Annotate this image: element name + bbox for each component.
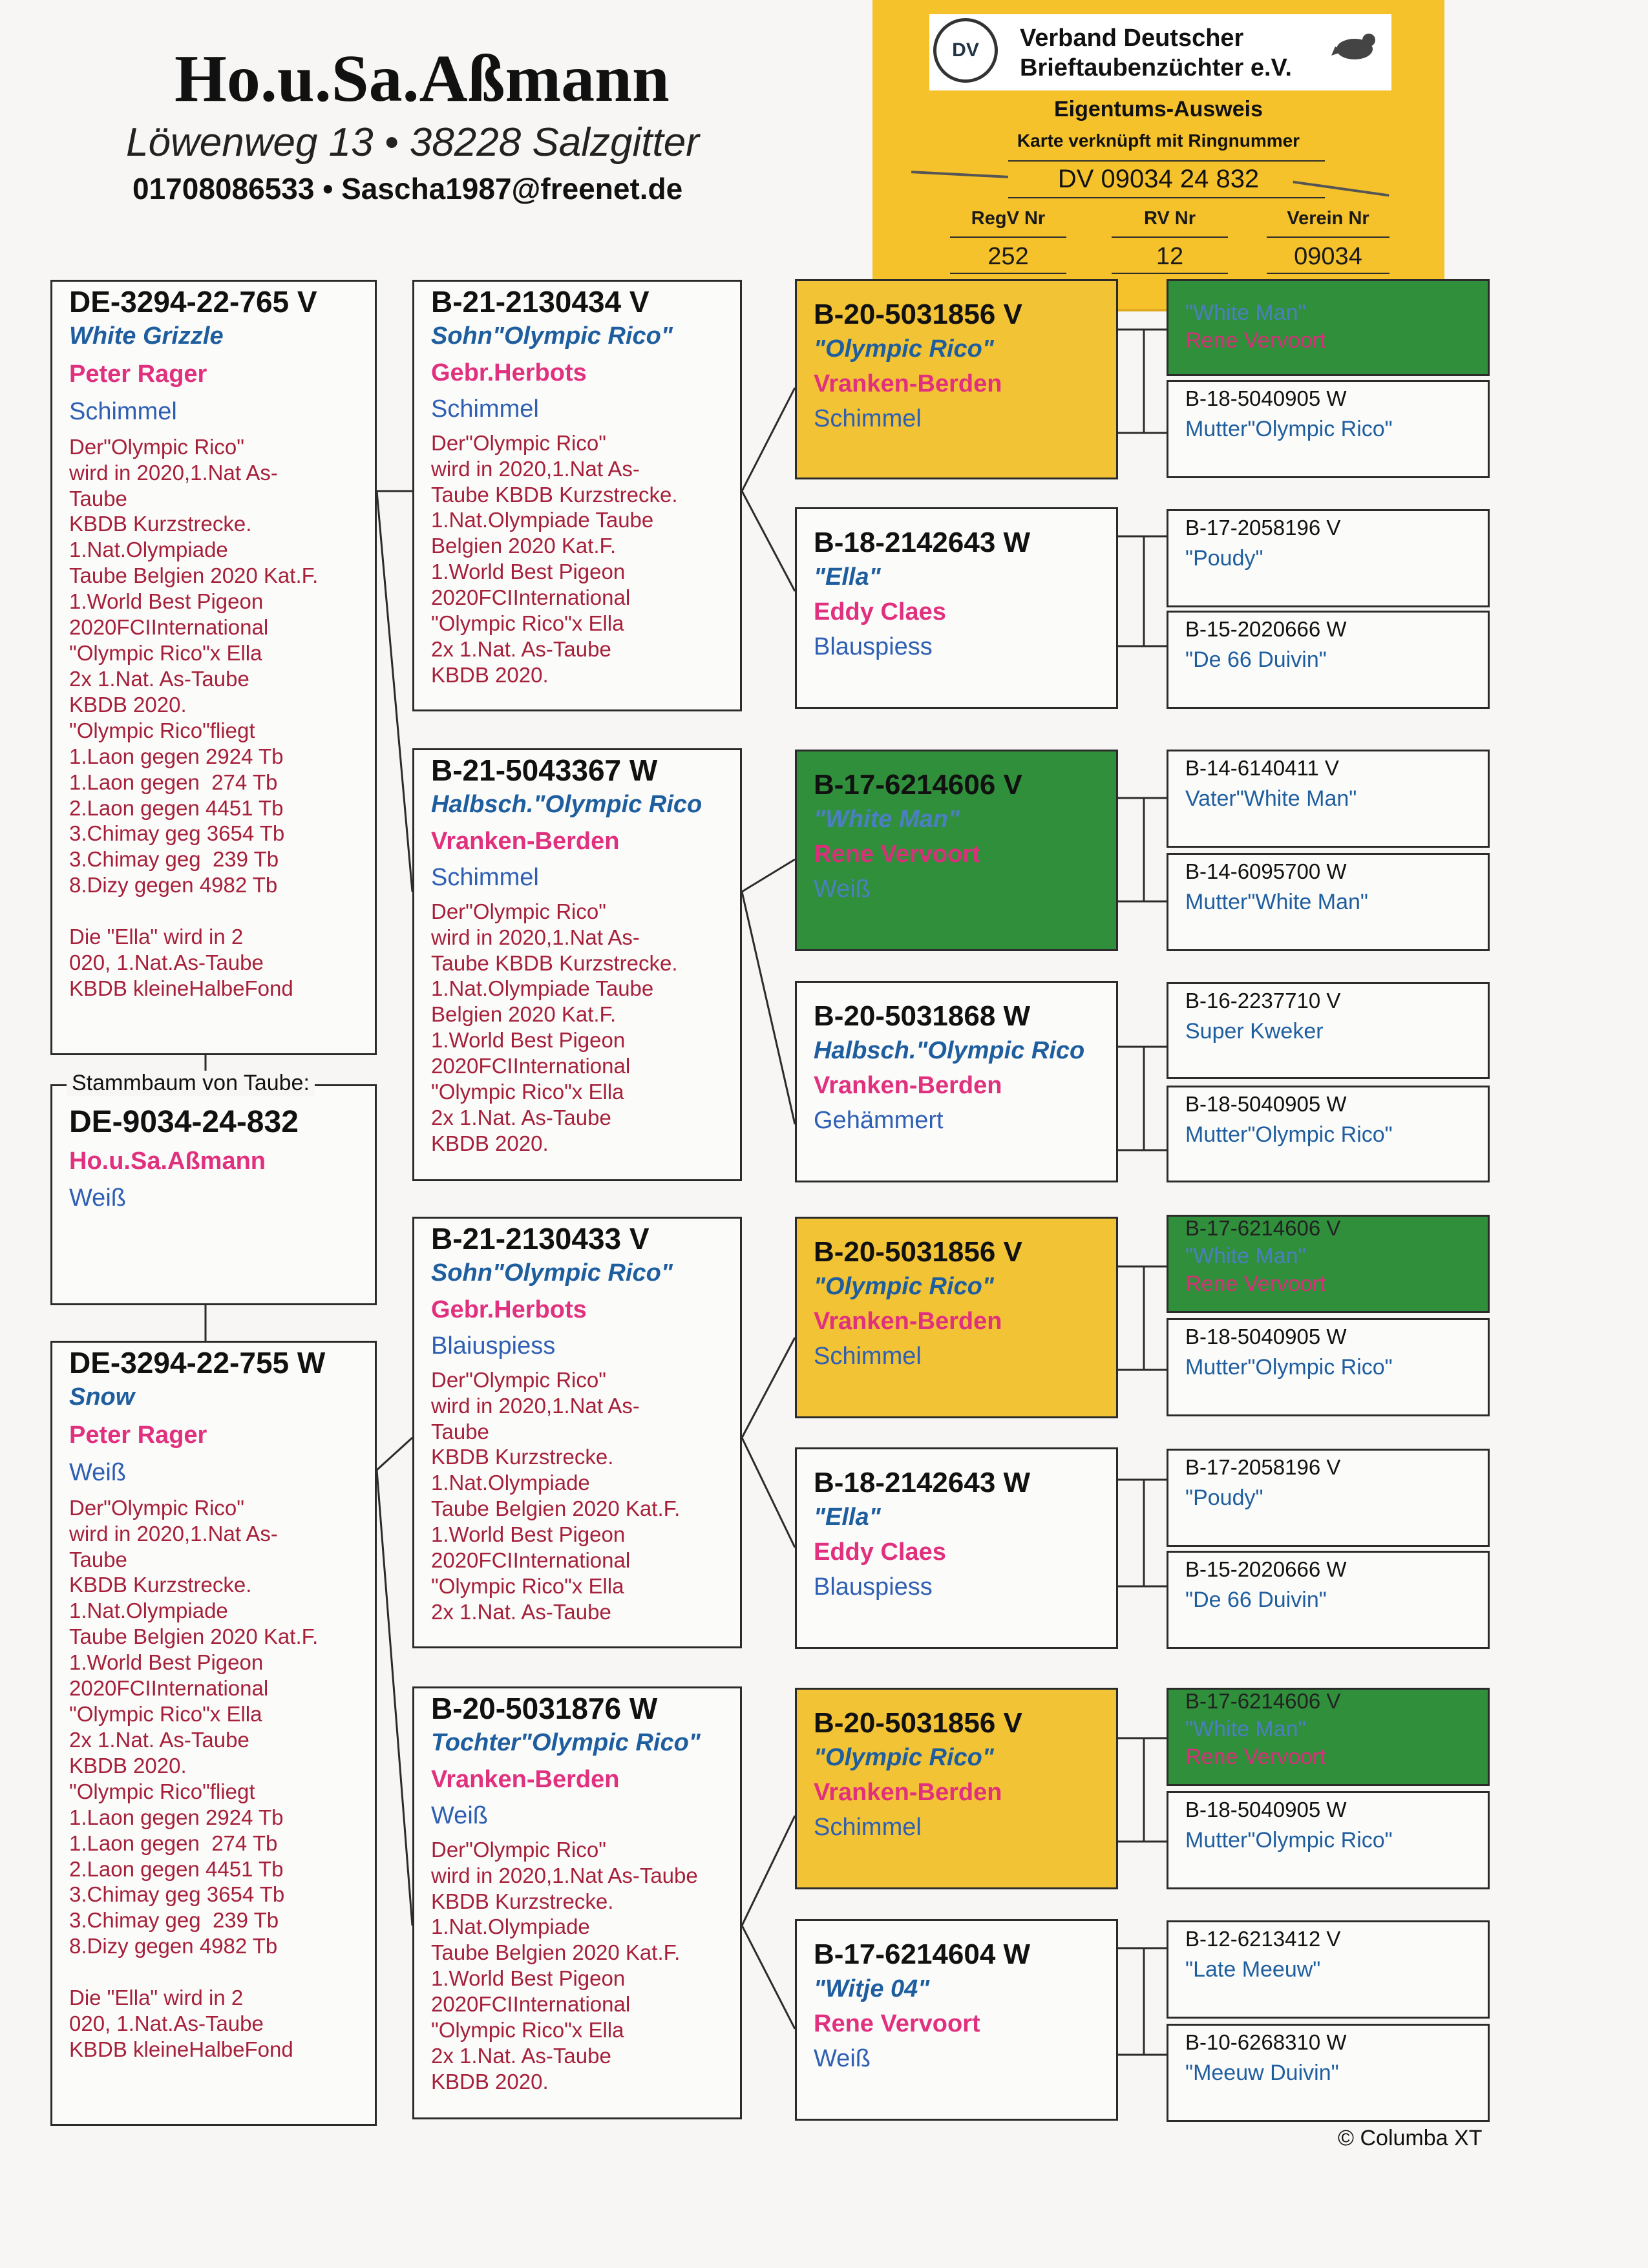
grandparent-name: Halbsch."Olympic Rico xyxy=(431,790,703,818)
gg-name: "De 66 Duivin" xyxy=(1185,1588,1327,1613)
great-grandparent-card xyxy=(795,981,1118,1182)
great-grandparent-card xyxy=(795,1217,1118,1418)
gg-card xyxy=(1167,1318,1490,1416)
gg-ring: B-16-2237710 V xyxy=(1185,989,1341,1013)
gg-card xyxy=(1167,1688,1490,1786)
great-color: Gehämmert xyxy=(814,1106,944,1134)
association-logo-icon: DV xyxy=(933,18,998,83)
sire-name: White Grizzle xyxy=(69,322,224,350)
owner-title: Ho.u.Sa.Aßmann xyxy=(174,41,670,116)
gg-name: "Late Meeuw" xyxy=(1185,1957,1321,1982)
card-title: Eigentums-Ausweis xyxy=(1053,97,1263,121)
gg-ring: B-10-6268310 W xyxy=(1185,2030,1347,2054)
sire-color: Schimmel xyxy=(69,397,177,425)
great-name: "Olympic Rico" xyxy=(814,335,994,363)
gg-ring: B-12-6213412 V xyxy=(1185,1927,1341,1951)
gg-name: Mutter"White Man" xyxy=(1185,890,1368,915)
org-name-line2: Brieftaubenzüchter e.V. xyxy=(1020,54,1292,81)
regv-value: 252 xyxy=(988,243,1029,270)
great-name: "Ella" xyxy=(814,563,881,591)
great-ring: B-18-2142643 W xyxy=(814,527,1031,558)
grandparent-name: Sohn"Olympic Rico" xyxy=(431,1259,673,1286)
great-breeder: Vranken-Berden xyxy=(814,1779,1002,1807)
gg-card xyxy=(1167,750,1490,848)
great-name: "Olympic Rico" xyxy=(814,1273,994,1301)
grandparent-color: Schimmel xyxy=(431,863,539,891)
gg-name: "White Man" xyxy=(1185,1717,1306,1742)
great-color: Blauspiess xyxy=(814,633,933,660)
subject-color: Weiß xyxy=(69,1184,126,1212)
gg-card xyxy=(1167,2024,1490,2122)
gg-card xyxy=(1167,380,1490,478)
owner-address: Löwenweg 13 • 38228 Salzgitter xyxy=(126,120,699,165)
gg-ring: B-15-2020666 W xyxy=(1185,617,1347,641)
grandparent-name: Tochter"Olympic Rico" xyxy=(431,1728,701,1756)
gg-breeder: Rene Vervoort xyxy=(1185,1272,1326,1297)
grandparent-info: Der"Olympic Rico" wird in 2020,1.Nat As- Taube KBDB Kurzstrecke. 1.Nat.Olympiade Taube Belgien 2020 Kat.F. 1.World Best Pigeon 2020FCIInternational "Olympic Rico"x Ella 2x 1.Nat. As-Taube KBDB 2020. xyxy=(431,430,678,687)
gg-name: "Meeuw Duivin" xyxy=(1185,2061,1339,2086)
grandparent-card xyxy=(412,748,742,1181)
subject-card xyxy=(50,1071,377,1305)
subject-breeder: Ho.u.Sa.Aßmann xyxy=(69,1147,266,1175)
sire-card xyxy=(50,280,377,1055)
gg-name: Mutter"Olympic Rico" xyxy=(1185,1828,1393,1853)
card-ring-number: DV 09034 24 832 xyxy=(1057,165,1260,193)
copyright: © Columba XT xyxy=(1338,2126,1483,2150)
gg-card xyxy=(1167,611,1490,709)
dam-card xyxy=(50,1341,377,2126)
great-breeder: Rene Vervoort xyxy=(814,2010,980,2038)
grandparent-name: Sohn"Olympic Rico" xyxy=(431,322,673,350)
great-color: Weiß xyxy=(814,2044,871,2072)
gg-name: "White Man" xyxy=(1185,1244,1306,1269)
gg-card xyxy=(1167,1449,1490,1547)
grandparent-breeder: Gebr.Herbots xyxy=(431,1296,587,1324)
grandparent-ring: B-20-5031876 W xyxy=(431,1692,658,1725)
gg-ring: B-18-5040905 W xyxy=(1185,1798,1347,1822)
great-name: "Witje 04" xyxy=(814,1975,930,2003)
great-grandparent-card xyxy=(795,507,1118,709)
grandparent-ring: B-21-2130434 V xyxy=(431,285,650,319)
gg-name: "Poudy" xyxy=(1185,1486,1263,1511)
gg-ring: B-17-2058196 V xyxy=(1185,516,1341,540)
rv-value: 12 xyxy=(1156,243,1184,270)
great-ring: B-18-2142643 W xyxy=(814,1467,1031,1498)
gg-ring: B-14-6140411 V xyxy=(1185,756,1339,780)
great-ring: B-20-5031856 V xyxy=(814,1707,1022,1739)
great-name: "Ella" xyxy=(814,1504,881,1531)
great-color: Schimmel xyxy=(814,1813,922,1841)
verein-value: 09034 xyxy=(1294,243,1362,270)
sire-info: Der"Olympic Rico" wird in 2020,1.Nat As- Taube KBDB Kurzstrecke. 1.Nat.Olympiade Taube Belgien 2020 Kat.F. 1.World Best Pigeon 2020FCIInternational "Olympic Rico"x Ella 2x 1.Nat. As-Taube KBDB 2020. "Olympic Rico"fliegt 1.Laon gegen 2924 Tb 1.Laon gegen 274 Tb 2.Laon gegen 4451 Tb 3.Chimay geg 3654 Tb 3.Chimay geg 239 Tb 8.Dizy gegen 4982 Tb Die "Ella" wird in 2 020, 1.Nat.As-Taube KBDB kleineHalbeFond xyxy=(69,434,319,1001)
great-color: Schimmel xyxy=(814,404,922,432)
great-color: Blauspiess xyxy=(814,1573,933,1601)
gg-card xyxy=(1167,509,1490,607)
dam-info: Der"Olympic Rico" wird in 2020,1.Nat As- Taube KBDB Kurzstrecke. 1.Nat.Olympiade Taube Belgien 2020 Kat.F. 1.World Best Pigeon 2020FCIInternational "Olympic Rico"x Ella 2x 1.Nat. As-Taube KBDB 2020. "Olympic Rico"fliegt 1.Laon gegen 2924 Tb 1.Laon gegen 274 Tb 2.Laon gegen 4451 Tb 3.Chimay geg 3654 Tb 3.Chimay geg 239 Tb 8.Dizy gegen 4982 Tb Die "Ella" wird in 2 020, 1.Nat.As-Taube KBDB kleineHalbeFond xyxy=(69,1495,319,2062)
gg-card xyxy=(1167,279,1490,376)
org-name-line1: Verband Deutscher xyxy=(1020,25,1244,52)
great-breeder: Eddy Claes xyxy=(814,1538,946,1566)
gg-name: Super Kweker xyxy=(1185,1019,1324,1044)
gg-ring: B-17-2058196 V xyxy=(1185,1455,1341,1479)
grandparent-breeder: Vranken-Berden xyxy=(431,1766,620,1794)
great-breeder: Vranken-Berden xyxy=(814,1072,1002,1100)
owner-contact: 01708086533 • Sascha1987@freenet.de xyxy=(132,172,683,205)
gg-breeder: Rene Vervoort xyxy=(1185,328,1326,353)
great-breeder: Vranken-Berden xyxy=(814,370,1002,398)
great-name: Halbsch."Olympic Rico xyxy=(814,1037,1085,1065)
great-ring: B-20-5031868 W xyxy=(814,1000,1031,1032)
gg-name: Mutter"Olympic Rico" xyxy=(1185,417,1393,442)
great-ring: B-17-6214604 W xyxy=(814,1938,1031,1970)
great-grandparent-card xyxy=(795,750,1118,951)
great-ring: B-20-5031856 V xyxy=(814,1236,1022,1268)
gg-name: "White Man" xyxy=(1185,300,1306,325)
dam-name: Snow xyxy=(69,1383,135,1411)
grandparent-color: Schimmel xyxy=(431,395,539,423)
gg-ring: B-18-5040905 W xyxy=(1185,1325,1347,1349)
rv-label: RV Nr xyxy=(1143,208,1196,229)
dam-ring: DE-3294-22-755 W xyxy=(69,1346,326,1380)
gg-card xyxy=(1167,1791,1490,1889)
gg-ring: B-15-2020666 W xyxy=(1185,1557,1347,1581)
gg-card xyxy=(1167,1551,1490,1649)
gg-breeder: Rene Vervoort xyxy=(1185,1745,1326,1770)
regv-label: RegV Nr xyxy=(971,208,1046,229)
grandparent-card xyxy=(412,280,742,711)
great-ring: B-20-5031856 V xyxy=(814,299,1022,330)
gg-card xyxy=(1167,1920,1490,2019)
grandparent-info: Der"Olympic Rico" wird in 2020,1.Nat As- Taube KBDB Kurzstrecke. 1.Nat.Olympiade Taube Belgien 2020 Kat.F. 1.World Best Pigeon 2020FCIInternational "Olympic Rico"x Ella 2x 1.Nat. As-Taube xyxy=(431,1367,681,1624)
verein-label: Verein Nr xyxy=(1287,208,1369,229)
sire-ring: DE-3294-22-765 V xyxy=(69,285,317,319)
gg-name: Mutter"Olympic Rico" xyxy=(1185,1355,1393,1380)
great-grandparent-card xyxy=(795,1919,1118,2121)
great-name: "Olympic Rico" xyxy=(814,1744,994,1772)
grandparent-breeder: Gebr.Herbots xyxy=(431,359,587,387)
gg-name: "De 66 Duivin" xyxy=(1185,647,1327,673)
great-color: Weiß xyxy=(814,875,871,903)
great-breeder: Vranken-Berden xyxy=(814,1308,1002,1336)
gg-ring: B-17-6214606 V xyxy=(1185,1689,1341,1713)
card-subtitle: Karte verknüpft mit Ringnummer xyxy=(1017,131,1300,151)
grandparent-color: Weiß xyxy=(431,1801,488,1829)
dam-breeder: Peter Rager xyxy=(69,1422,207,1449)
gg-ring: B-18-5040905 W xyxy=(1185,1092,1347,1116)
gg-ring: B-18-5040905 W xyxy=(1185,386,1347,410)
dam-color: Weiß xyxy=(69,1458,126,1486)
grandparent-info: Der"Olympic Rico" wird in 2020,1.Nat As- Taube KBDB Kurzstrecke. 1.Nat.Olympiade Taube Belgien 2020 Kat.F. 1.World Best Pigeon 2020FCIInternational "Olympic Rico"x Ella 2x 1.Nat. As-Taube KBDB 2020. xyxy=(431,899,678,1155)
great-color: Schimmel xyxy=(814,1342,922,1370)
sire-breeder: Peter Rager xyxy=(69,361,207,388)
great-grandparent-card xyxy=(795,279,1118,479)
gg-ring: B-14-6095700 W xyxy=(1185,859,1347,883)
great-grandparent-card xyxy=(795,1447,1118,1649)
gg-card xyxy=(1167,853,1490,951)
grandparent-ring: B-21-5043367 W xyxy=(431,753,658,787)
grandparent-ring: B-21-2130433 V xyxy=(431,1222,650,1255)
grandparent-breeder: Vranken-Berden xyxy=(431,828,620,856)
great-grandparent-card xyxy=(795,1688,1118,1889)
gg-name: "Poudy" xyxy=(1185,546,1263,571)
gg-name: Mutter"Olympic Rico" xyxy=(1185,1122,1393,1148)
great-breeder: Eddy Claes xyxy=(814,598,946,626)
grandparent-color: Blaiuspiess xyxy=(431,1332,556,1360)
gg-name: Vater"White Man" xyxy=(1185,786,1357,812)
subject-caption: Stammbaum von Taube: xyxy=(67,1071,315,1096)
great-name: "White Man" xyxy=(814,806,960,834)
great-breeder: Rene Vervoort xyxy=(814,841,980,868)
gg-card xyxy=(1167,982,1490,1079)
grandparent-info: Der"Olympic Rico" wird in 2020,1.Nat As-Taube KBDB Kurzstrecke. 1.Nat.Olympiade Taube Belgien 2020 Kat.F. 1.World Best Pigeon 2020FCIInternational "Olympic Rico"x Ella 2x 1.Nat. As-Taube KBDB 2020. xyxy=(431,1837,698,2094)
grandparent-card xyxy=(412,1686,742,2119)
gg-card xyxy=(1167,1086,1490,1182)
gg-card xyxy=(1167,1215,1490,1313)
subject-ring: DE-9034-24-832 xyxy=(69,1105,299,1139)
grandparent-card xyxy=(412,1217,742,1648)
gg-ring: B-17-6214606 V xyxy=(1185,1216,1341,1240)
great-ring: B-17-6214606 V xyxy=(814,769,1022,801)
